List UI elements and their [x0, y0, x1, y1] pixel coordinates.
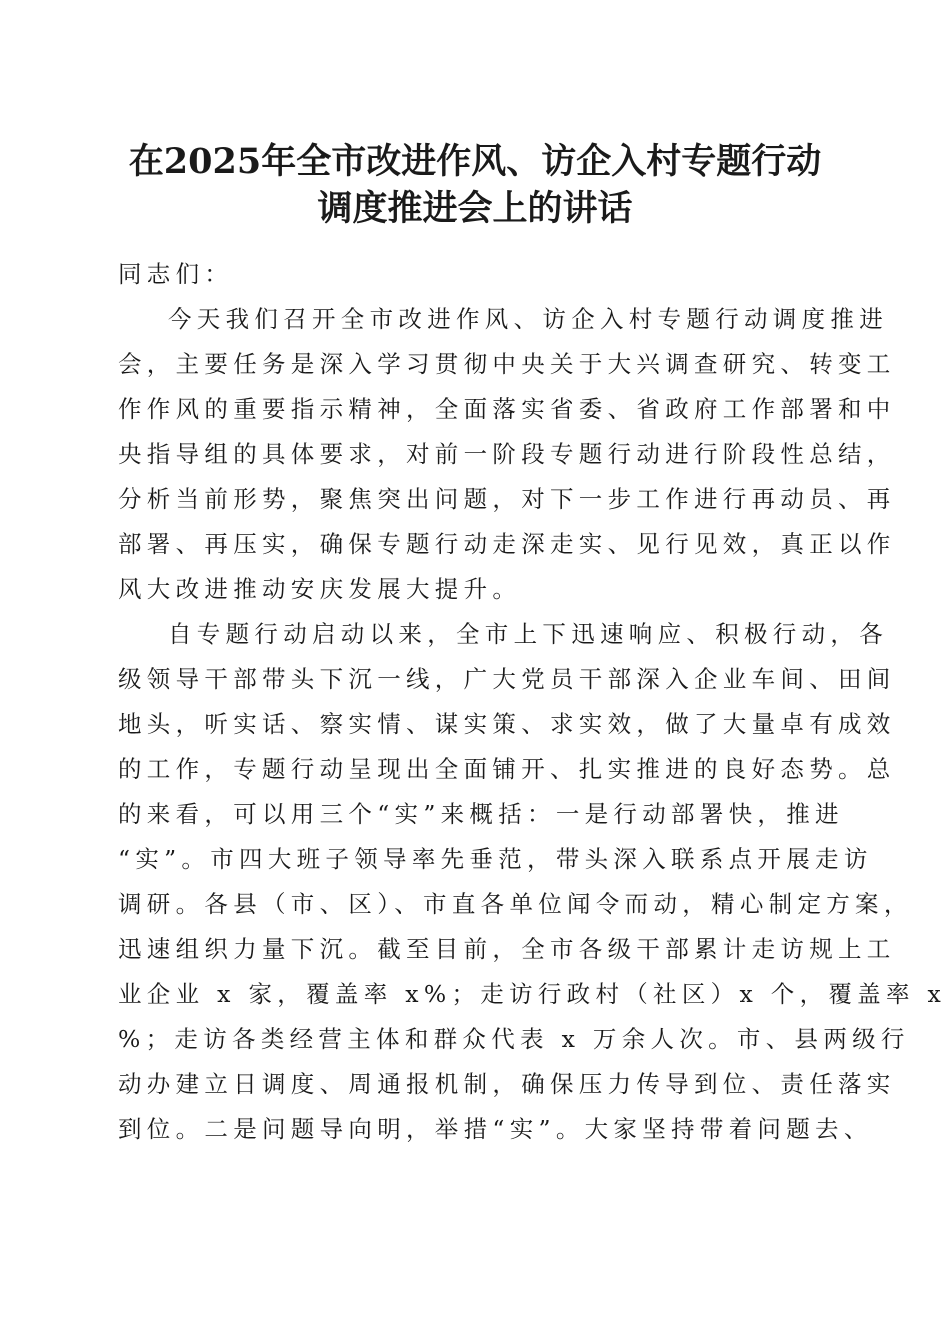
document-body	[118, 252, 947, 1152]
paragraph-line: 部署、再压实，确保专题行动走深走实、见行见效，真正以作	[118, 530, 896, 558]
title-line-2: 调度推进会上的讲话	[317, 188, 633, 229]
paragraph-line: 风大改进推动安庆发展大提升。	[118, 575, 522, 603]
paragraph-line: 到位。二是问题导向明，举措“实”。大家坚持带着问题去、	[118, 1115, 873, 1143]
paragraph-2	[118, 612, 947, 1152]
paragraph-line: 业企业 x 家，覆盖率 x%；走访行政村（社区）x 个，覆盖率 x	[118, 980, 947, 1008]
paragraph-line: 地头，听实话、察实情、谋实策、求实效，做了大量卓有成效	[118, 710, 896, 738]
title-line-1: 在2025年全市改进作风、访企入村专题行动	[128, 141, 822, 182]
document-title	[80, 138, 870, 232]
paragraph-line: 会，主要任务是深入学习贯彻中央关于大兴调查研究、转变工	[118, 350, 896, 378]
paragraph-line: 自专题行动启动以来，全市上下迅速响应、积极行动，各	[168, 620, 888, 648]
paragraph-1	[118, 297, 896, 612]
paragraph-line: 调研。各县（市、区）、市直各单位闻令而动，精心制定方案，	[118, 890, 913, 918]
paragraph-line: 级领导干部带头下沉一线，广大党员干部深入企业车间、田间	[118, 665, 896, 693]
paragraph-line: 今天我们召开全市改进作风、访企入村专题行动调度推进	[168, 305, 888, 333]
paragraph-line: 的来看，可以用三个“实”来概括：一是行动部署快，推进	[118, 800, 844, 828]
greeting: 同志们：	[118, 260, 234, 288]
paragraph-line: 央指导组的具体要求，对前一阶段专题行动进行阶段性总结，	[118, 440, 896, 468]
paragraph-line: 分析当前形势，聚焦突出问题，对下一步工作进行再动员、再	[118, 485, 896, 513]
paragraph-line: 的工作，专题行动呈现出全面铺开、扎实推进的良好态势。总	[118, 755, 896, 783]
paragraph-line: 作作风的重要指示精神，全面落实省委、省政府工作部署和中	[118, 395, 896, 423]
paragraph-line: %；走访各类经营主体和群众代表 x 万余人次。市、县两级行	[118, 1025, 910, 1053]
paragraph-line: 动办建立日调度、周通报机制，确保压力传导到位、责任落实	[118, 1070, 896, 1098]
paragraph-line: 迅速组织力量下沉。截至目前，全市各级干部累计走访规上工	[118, 935, 896, 963]
paragraph-line: “实”。市四大班子领导率先垂范，带头深入联系点开展走访	[118, 845, 873, 873]
